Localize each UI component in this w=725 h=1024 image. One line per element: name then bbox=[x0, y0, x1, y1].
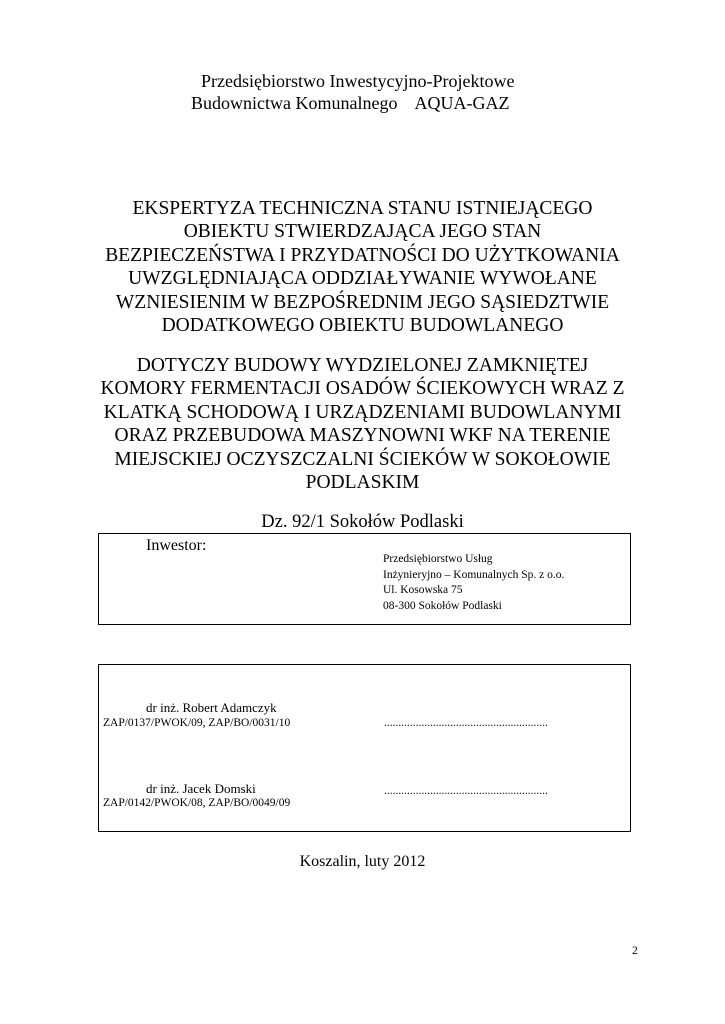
investor-line: Przedsiębiorstwo Usług bbox=[383, 553, 493, 565]
investor-line: Inżynieryjno – Komunalnych Sp. z o.o. bbox=[383, 568, 565, 581]
signer-license: ZAP/0142/PWOK/08, ZAP/BO/0049/09 bbox=[103, 797, 291, 809]
signer-name: dr inż. Robert Adamczyk bbox=[146, 700, 277, 715]
investor-line: Ul. Kosowska 75 bbox=[383, 584, 463, 597]
company-name-line-2: Budownictwa Komunalnego AQUA-GAZ bbox=[191, 93, 510, 113]
subject-line: PODLASKIM bbox=[305, 472, 420, 494]
signature-line: ......................................................... bbox=[384, 785, 548, 797]
document-title bbox=[100, 197, 625, 337]
investor-details bbox=[383, 552, 564, 615]
subject-line: ORAZ PRZEBUDOWA MASZYNOWNI WKF NA TERENIE bbox=[114, 425, 611, 447]
plot-designation: Dz. 92/1 Sokołów Podlaski bbox=[261, 512, 464, 532]
title-line: DODATKOWEGO OBIEKTU BUDOWLANEGO bbox=[161, 315, 564, 337]
title-line: UWZGLĘDNIAJĄCA ODDZIAŁYWANIE WYWOŁANE bbox=[128, 268, 597, 290]
company-name-line-1: Przedsiębiorstwo Inwestycyjno-Projektowe bbox=[201, 71, 515, 91]
subject-line: MIEJSCKIEJ OCZYSZCZALNI ŚCIEKÓW W SOKOŁOWIE bbox=[114, 448, 611, 470]
title-line: EKSPERTYZA TECHNICZNA STANU ISTNIEJĄCEGO bbox=[132, 198, 593, 219]
title-line: OBIEKTU STWIERDZAJĄCA JEGO STAN bbox=[183, 221, 542, 243]
page-number: 2 bbox=[632, 945, 638, 957]
signer-license: ZAP/0137/PWOK/09, ZAP/BO/0031/10 bbox=[103, 717, 291, 729]
title-line: BEZPIECZEŃSTWA I PRZYDATNOŚCI DO UŻYTKOWANIA bbox=[105, 244, 620, 266]
signature-line: ......................................................... bbox=[384, 717, 548, 729]
investor-line: 08-300 Sokołów Podlaski bbox=[383, 600, 502, 613]
subject-line: KOMORY FERMENTACJI OSADÓW ŚCIEKOWYCH WRAZ Z bbox=[100, 378, 625, 400]
document-subject bbox=[100, 354, 625, 494]
investor-label: Inwestor: bbox=[146, 537, 207, 554]
title-line: WZNIESIENIM W BEZPOŚREDNIM JEGO SĄSIEDZTWIE bbox=[115, 291, 610, 313]
subject-line: DOTYCZY BUDOWY WYDZIELONEJ ZAMKNIĘTEJ bbox=[136, 355, 589, 376]
subject-line: KLATKĄ SCHODOWĄ I URZĄDZENIAMI BUDOWLANYMI bbox=[103, 401, 622, 423]
signer-name: dr inż. Jacek Domski bbox=[146, 781, 256, 796]
place-date: Koszalin, luty 2012 bbox=[299, 853, 426, 870]
